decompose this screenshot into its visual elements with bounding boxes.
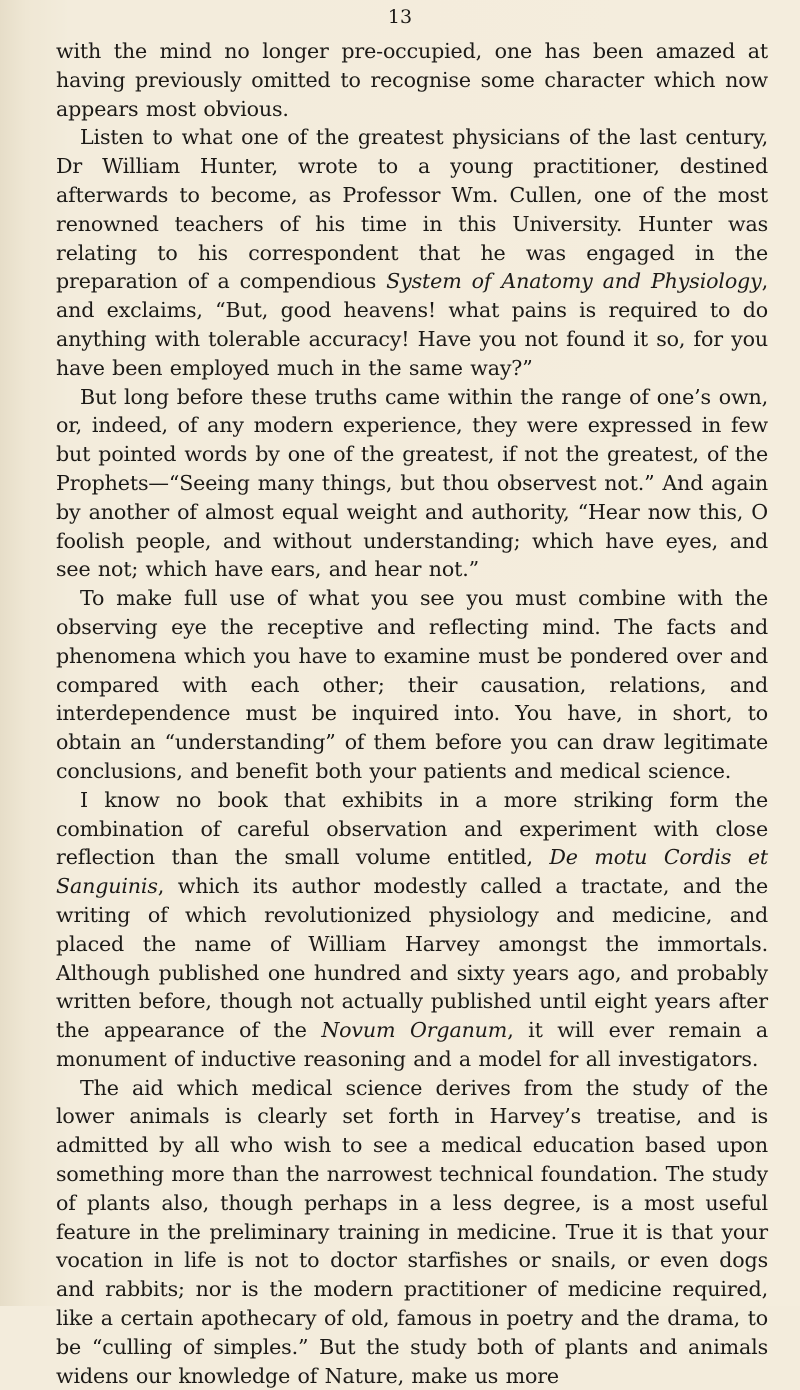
paragraph-prophets [56, 383, 768, 585]
text-run: , and exclaims, “But, good heavens! what pains is required to do anything with tolerable accuracy! Have you not found it so, for you have been employed much in the same way?” [56, 269, 768, 380]
paragraph-lower-animals [56, 1074, 768, 1390]
page-number: 13 [387, 6, 413, 28]
book-title-system-of-anatomy: System of Anatomy and Physiology [386, 269, 762, 294]
text-run: with the mind no longer pre-occupied, one has been amazed at having previously omitted to recognise some character which now appears most obvious. [56, 39, 768, 121]
text-run: But long before these truths came within the range of one’s own, or, indeed, of any modern experience, they were expressed in few but pointed words by one of the greatest, if not the greatest, of the Prophets—“Seeing many things, but thou observest not.” And again by another of almost equal weight and authority, “Hear now this, O foolish people, and without understanding; which have eyes, and see not; which have ears, and hear not.” [56, 384, 768, 582]
text-run: , which its author modestly called a tractate, and the writing of which revolutionized physiology and medicine, and placed the name of William Harvey amongst the immortals. Although published one hundred and sixty years ago, and probably written before, though not actually published until eight years after the appearance of the [56, 874, 768, 1043]
book-title-novum-organum: Novum Organum [321, 1018, 508, 1043]
text-run: I know no book that exhibits in a more striking form the combination of careful observation and experiment with close reflection than the small volume entitled, [56, 787, 768, 870]
paragraph-hunter-letter [56, 123, 768, 382]
paragraph-harvey [56, 786, 768, 1074]
text-run: , it will ever remain a monument of inductive reasoning and a model for all investigators. [56, 1018, 768, 1071]
text-run: To make full use of what you see you must combine with the observing eye the receptive and reflecting mind. The facts and phenomena which you have to examine must be pondered over and compared with each other; their causation, relations, and interdependence must be inquired into. You have, in short, to obtain an “understanding” of them before you can draw legitimate conclusions, and benefit both your patients and medical science. [56, 586, 768, 783]
page-body-text [56, 37, 768, 1390]
paragraph-continuation [56, 37, 768, 123]
text-run: The aid which medical science derives from the study of the lower animals is clearly set forth in Harvey’s treatise, and is admitted by all who wish to see a medical education based upon something more than the narrowest technical foundation. The study of plants also, though perhaps in a less degree, is a most useful feature in the preliminary training in medicine. True it is that your vocation in life is not to doctor starfishes or snails, or even dogs and rabbits; nor is the modern practitioner of medicine required, like a certain apothecary of old, famous in poetry and the drama, to be “culling of simples.” But the study both of plants and animals widens our knowledge of Nature, make us more [56, 1075, 768, 1388]
text-run: Listen to what one of the greatest physicians of the last century, Dr William Hunter, wrote to a young practitioner, destined afterwards to become, as Professor Wm. Cullen, one of the most renowned teachers of his time in this University. Hunter was relating to his correspondent that he was engaged in the preparation of a compendious [56, 125, 768, 294]
book-title-de-motu-cordis: De motu Cordis et Sanguinis [56, 845, 768, 899]
paragraph-observing-eye [56, 584, 768, 786]
